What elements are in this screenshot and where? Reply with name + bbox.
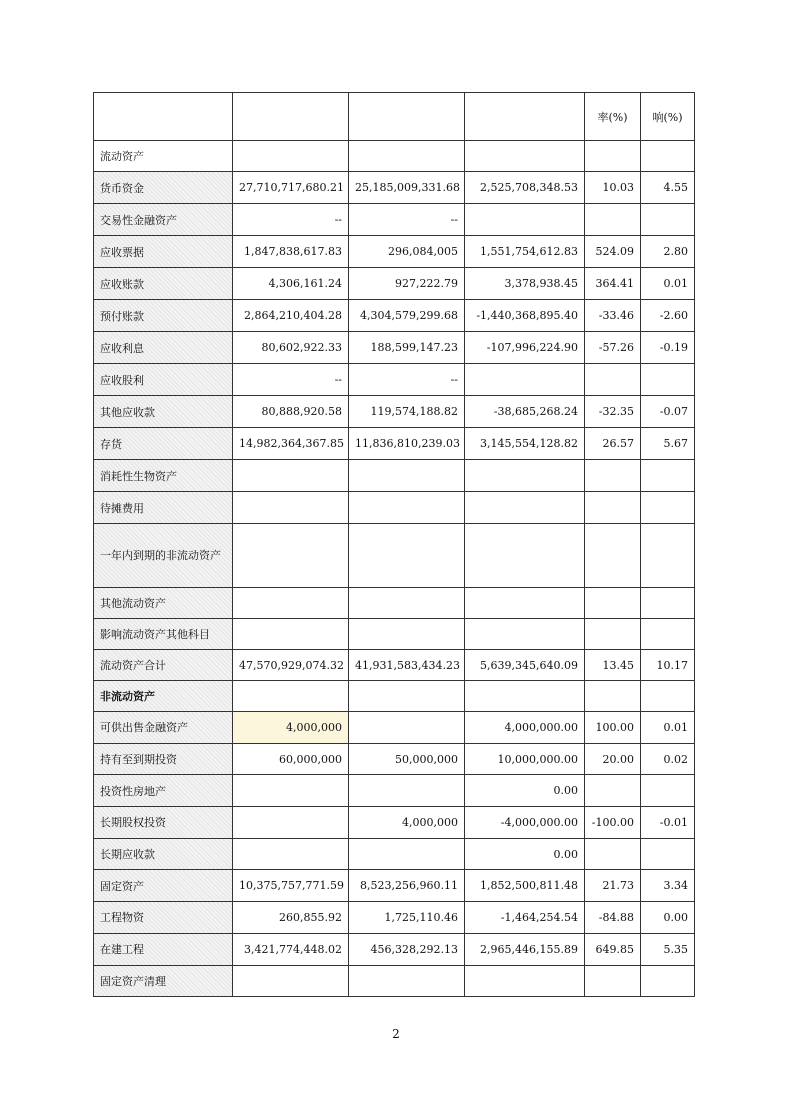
change-rate-cell: -100.00 [585, 807, 641, 839]
change-amount-cell: 0.00 [465, 775, 585, 807]
change-rate-cell: 26.57 [585, 428, 641, 460]
impact-cell: 5.67 [641, 428, 695, 460]
previous-value-cell: 1,725,110.46 [349, 902, 465, 934]
change-rate-cell: 100.00 [585, 712, 641, 744]
table-row [94, 933, 695, 965]
table-row [94, 428, 695, 460]
change-amount-cell: 5,639,345,640.09 [465, 650, 585, 681]
empty-cell [233, 681, 349, 712]
row-label: 交易性金融资产 [94, 204, 233, 236]
change-amount-cell: -38,685,268.24 [465, 396, 585, 428]
table-row [94, 236, 695, 268]
change-amount-cell: -107,996,224.90 [465, 332, 585, 364]
impact-cell: 0.01 [641, 712, 695, 744]
row-label: 工程物资 [94, 902, 233, 934]
previous-value-cell: 456,328,292.13 [349, 933, 465, 965]
change-amount-cell [465, 364, 585, 396]
impact-cell: 0.00 [641, 902, 695, 934]
change-rate-cell: -33.46 [585, 300, 641, 332]
previous-value-cell: 119,574,188.82 [349, 396, 465, 428]
row-label: 预付账款 [94, 300, 233, 332]
previous-value-cell: -- [349, 204, 465, 236]
table-row [94, 588, 695, 619]
empty-cell [233, 141, 349, 172]
row-label: 应收账款 [94, 268, 233, 300]
empty-cell [465, 681, 585, 712]
header-rate: 率(%) [585, 93, 641, 141]
current-value-cell: 14,982,364,367.85 [233, 428, 349, 460]
previous-value-cell [349, 712, 465, 744]
current-value-cell [233, 460, 349, 492]
header-row [94, 93, 695, 141]
change-rate-cell [585, 619, 641, 650]
table-row [94, 172, 695, 204]
current-value-cell [233, 807, 349, 839]
previous-value-cell: 8,523,256,960.11 [349, 870, 465, 902]
current-value-cell [233, 588, 349, 619]
row-label: 待摊费用 [94, 492, 233, 524]
impact-cell [641, 492, 695, 524]
previous-value-cell: 188,599,147.23 [349, 332, 465, 364]
current-value-cell: -- [233, 364, 349, 396]
change-amount-cell: 4,000,000.00 [465, 712, 585, 744]
previous-value-cell: 50,000,000 [349, 743, 465, 775]
current-value-cell: 4,306,161.24 [233, 268, 349, 300]
change-rate-cell [585, 838, 641, 870]
row-label: 固定资产 [94, 870, 233, 902]
change-amount-cell: 3,378,938.45 [465, 268, 585, 300]
current-value-cell [233, 775, 349, 807]
change-amount-cell: -1,464,254.54 [465, 902, 585, 934]
current-value-cell: 80,888,920.58 [233, 396, 349, 428]
table-row [94, 204, 695, 236]
change-amount-cell: 10,000,000.00 [465, 743, 585, 775]
table-row [94, 524, 695, 588]
impact-cell [641, 838, 695, 870]
empty-cell [641, 524, 695, 588]
impact-cell: 3.34 [641, 870, 695, 902]
row-label: 消耗性生物资产 [94, 460, 233, 492]
section-title-noncurrent: 非流动资产 [94, 681, 233, 712]
financial-table [93, 92, 695, 997]
current-value-cell [233, 838, 349, 870]
change-amount-cell [465, 460, 585, 492]
current-value-cell: 4,000,000 [233, 712, 349, 744]
change-amount-cell [465, 965, 585, 997]
change-rate-cell: -32.35 [585, 396, 641, 428]
current-value-cell [233, 492, 349, 524]
change-rate-cell [585, 588, 641, 619]
current-value-cell: 10,375,757,771.59 [233, 870, 349, 902]
row-label: 长期股权投资 [94, 807, 233, 839]
impact-cell: -2.60 [641, 300, 695, 332]
previous-value-cell [349, 965, 465, 997]
change-rate-cell [585, 775, 641, 807]
impact-cell: -0.01 [641, 807, 695, 839]
change-rate-cell: 20.00 [585, 743, 641, 775]
previous-value-cell [349, 460, 465, 492]
row-label: 存货 [94, 428, 233, 460]
previous-value-cell [349, 588, 465, 619]
current-value-cell: 47,570,929,074.32 [233, 650, 349, 681]
table-row [94, 396, 695, 428]
table-row [94, 807, 695, 839]
empty-cell [233, 524, 349, 588]
current-value-cell: 260,855.92 [233, 902, 349, 934]
impact-cell: -0.19 [641, 332, 695, 364]
empty-cell [349, 524, 465, 588]
change-rate-cell [585, 204, 641, 236]
change-amount-cell: -4,000,000.00 [465, 807, 585, 839]
section-row-current [94, 141, 695, 172]
impact-cell [641, 204, 695, 236]
change-amount-cell [465, 588, 585, 619]
change-rate-cell [585, 364, 641, 396]
header-cell-change [465, 93, 585, 141]
table-row [94, 902, 695, 934]
table-row [94, 775, 695, 807]
row-label: 应收股利 [94, 364, 233, 396]
impact-cell: 4.55 [641, 172, 695, 204]
previous-value-cell [349, 838, 465, 870]
change-amount-cell [465, 492, 585, 524]
previous-value-cell: 4,304,579,299.68 [349, 300, 465, 332]
row-label: 长期应收款 [94, 838, 233, 870]
change-rate-cell [585, 460, 641, 492]
previous-value-cell: 11,836,810,239.03 [349, 428, 465, 460]
impact-cell: -0.07 [641, 396, 695, 428]
section-title-current: 流动资产 [94, 141, 233, 172]
section-row-noncurrent [94, 681, 695, 712]
impact-cell [641, 965, 695, 997]
change-amount-cell: 0.00 [465, 838, 585, 870]
row-label: 影响流动资产其他科目 [94, 619, 233, 650]
change-amount-cell [465, 619, 585, 650]
current-value-cell [233, 965, 349, 997]
table-row [94, 619, 695, 650]
previous-value-cell: -- [349, 364, 465, 396]
table-row [94, 743, 695, 775]
impact-cell [641, 364, 695, 396]
change-amount-cell: 3,145,554,128.82 [465, 428, 585, 460]
table-row [94, 492, 695, 524]
empty-cell [585, 524, 641, 588]
empty-cell [349, 141, 465, 172]
change-rate-cell: 21.73 [585, 870, 641, 902]
impact-cell [641, 460, 695, 492]
impact-cell: 5.35 [641, 933, 695, 965]
empty-cell [641, 141, 695, 172]
change-rate-cell [585, 965, 641, 997]
change-amount-cell: 2,965,446,155.89 [465, 933, 585, 965]
row-label: 应收利息 [94, 332, 233, 364]
change-rate-cell: 649.85 [585, 933, 641, 965]
header-cell-current [233, 93, 349, 141]
impact-cell: 2.80 [641, 236, 695, 268]
change-rate-cell [585, 492, 641, 524]
change-rate-cell: -57.26 [585, 332, 641, 364]
empty-cell [585, 141, 641, 172]
table-row [94, 268, 695, 300]
row-label: 货币资金 [94, 172, 233, 204]
change-amount-cell [465, 204, 585, 236]
current-value-cell: -- [233, 204, 349, 236]
current-value-cell: 1,847,838,617.83 [233, 236, 349, 268]
change-amount-cell: 2,525,708,348.53 [465, 172, 585, 204]
row-label: 在建工程 [94, 933, 233, 965]
change-rate-cell: 364.41 [585, 268, 641, 300]
table-row [94, 300, 695, 332]
table-row [94, 650, 695, 681]
row-label: 应收票据 [94, 236, 233, 268]
impact-cell [641, 619, 695, 650]
impact-cell: 10.17 [641, 650, 695, 681]
page-number: 2 [392, 1027, 400, 1041]
change-amount-cell: 1,852,500,811.48 [465, 870, 585, 902]
row-label: 流动资产合计 [94, 650, 233, 681]
row-label: 固定资产清理 [94, 965, 233, 997]
impact-cell [641, 588, 695, 619]
current-value-cell: 60,000,000 [233, 743, 349, 775]
header-cell-item [94, 93, 233, 141]
previous-value-cell [349, 619, 465, 650]
change-rate-cell: 524.09 [585, 236, 641, 268]
change-amount-cell: 1,551,754,612.83 [465, 236, 585, 268]
table-row [94, 870, 695, 902]
empty-cell [585, 681, 641, 712]
empty-cell [465, 141, 585, 172]
empty-cell [349, 681, 465, 712]
previous-value-cell [349, 492, 465, 524]
previous-value-cell: 927,222.79 [349, 268, 465, 300]
table-row [94, 965, 695, 997]
current-value-cell: 3,421,774,448.02 [233, 933, 349, 965]
row-label: 持有至到期投资 [94, 743, 233, 775]
change-rate-cell: -84.88 [585, 902, 641, 934]
current-value-cell: 2,864,210,404.28 [233, 300, 349, 332]
previous-value-cell: 4,000,000 [349, 807, 465, 839]
previous-value-cell: 296,084,005 [349, 236, 465, 268]
impact-cell [641, 775, 695, 807]
table-row [94, 838, 695, 870]
table-row [94, 364, 695, 396]
row-label: 其他应收款 [94, 396, 233, 428]
table-row [94, 460, 695, 492]
empty-cell [465, 524, 585, 588]
previous-value-cell [349, 775, 465, 807]
change-amount-cell: -1,440,368,895.40 [465, 300, 585, 332]
change-rate-cell: 13.45 [585, 650, 641, 681]
change-rate-cell: 10.03 [585, 172, 641, 204]
table-row [94, 712, 695, 744]
header-cell-previous [349, 93, 465, 141]
empty-cell [641, 681, 695, 712]
current-value-cell: 27,710,717,680.21 [233, 172, 349, 204]
current-value-cell: 80,602,922.33 [233, 332, 349, 364]
table-row [94, 332, 695, 364]
previous-value-cell: 41,931,583,434.23 [349, 650, 465, 681]
impact-cell: 0.01 [641, 268, 695, 300]
impact-cell: 0.02 [641, 743, 695, 775]
row-label: 一年内到期的非流动资产 [94, 524, 233, 588]
current-value-cell [233, 619, 349, 650]
header-impact: 响(%) [641, 93, 695, 141]
row-label: 其他流动资产 [94, 588, 233, 619]
previous-value-cell: 25,185,009,331.68 [349, 172, 465, 204]
row-label: 投资性房地产 [94, 775, 233, 807]
row-label: 可供出售金融资产 [94, 712, 233, 744]
